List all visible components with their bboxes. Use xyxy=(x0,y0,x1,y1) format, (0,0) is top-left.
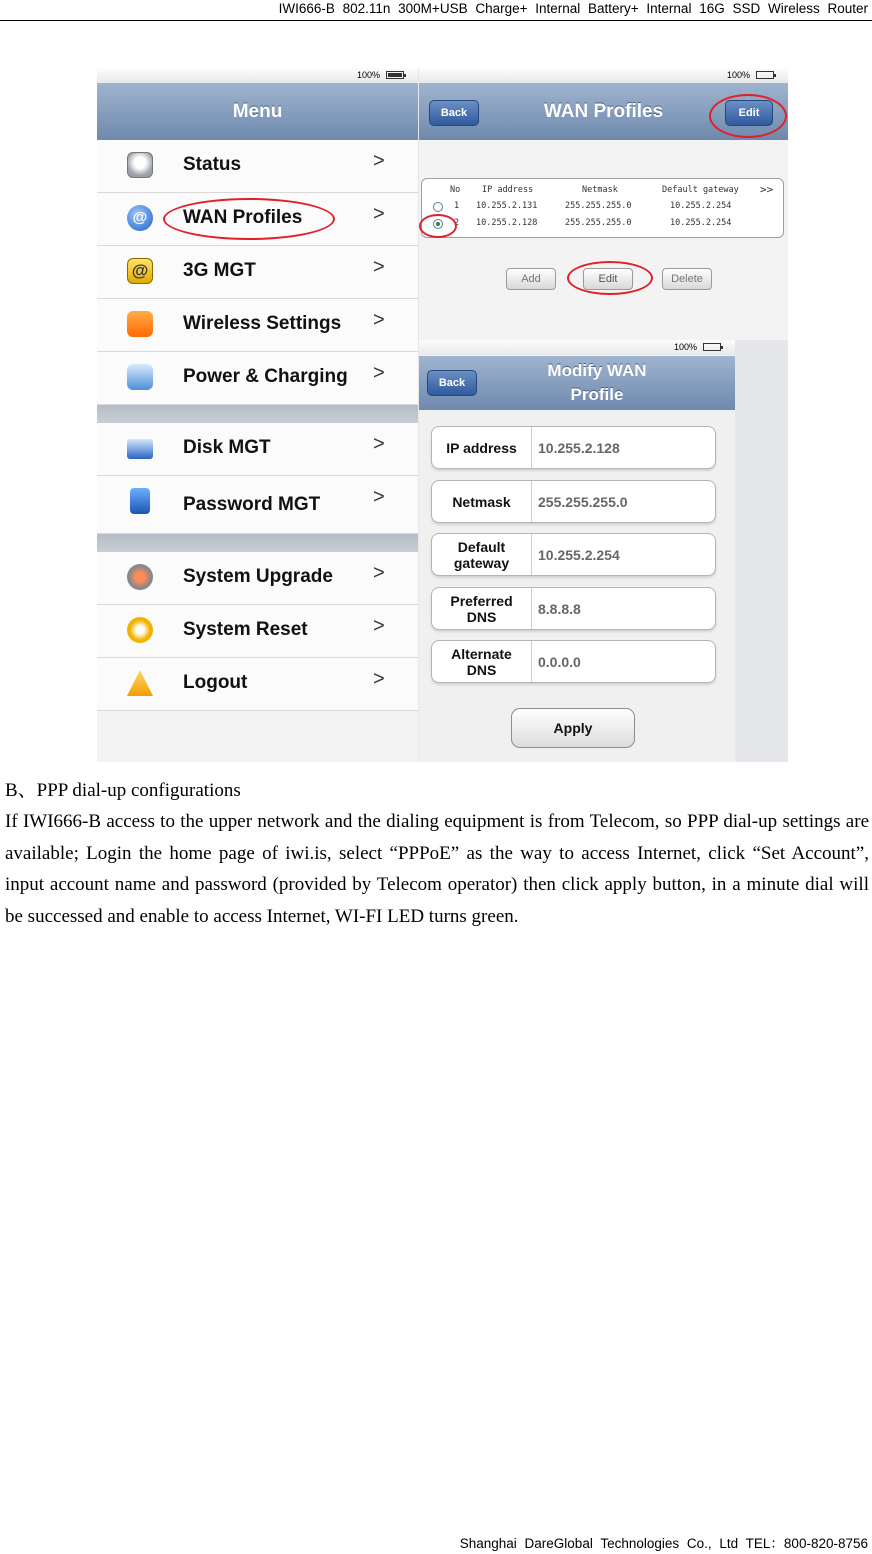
menu-item-password-mgt[interactable] xyxy=(97,476,418,534)
menu-title: Menu xyxy=(97,83,418,140)
chevron-right-icon: > xyxy=(373,203,385,225)
menu-item-label: WAN Profiles xyxy=(183,207,303,228)
section-body: If IWI666-B access to the upper network and the dialing equipment is from Telecom, so PPP dial-up settings are available; Login the home page of iwi.is, select “PPPoE” as the way to access Internet, click “Set Account”, input account name and password (provided by Telecom operator) then click apply button, in a minute dial will be successed and enable to access Internet, WI-FI LED turns green. xyxy=(5,811,869,928)
chevron-right-icon: > xyxy=(373,486,385,508)
field-value[interactable]: 10.255.2.128 xyxy=(538,439,620,456)
at-sign-icon: @ xyxy=(127,258,153,284)
globe-icon: @ xyxy=(127,205,153,231)
menu-item-logout[interactable] xyxy=(97,658,418,711)
menu-item-3g-mgt[interactable] xyxy=(97,246,418,299)
cell-gateway: 10.255.2.254 xyxy=(670,218,732,228)
battery-percent: 100% xyxy=(726,70,750,80)
menu-separator xyxy=(97,405,418,423)
ip-address-field[interactable] xyxy=(431,426,716,469)
menu-item-status[interactable] xyxy=(97,140,418,193)
back-button[interactable]: Back xyxy=(429,100,479,126)
scroll-right-icon[interactable]: >> xyxy=(760,183,774,196)
field-value[interactable]: 8.8.8.8 xyxy=(538,600,581,617)
edit-profile-button[interactable]: Edit xyxy=(583,268,633,290)
menu-item-label: System Reset xyxy=(183,619,308,640)
chevron-right-icon: > xyxy=(373,362,385,384)
menu-list xyxy=(97,140,418,711)
battery-percent: 100% xyxy=(673,342,697,352)
cell-ip: 10.255.2.128 xyxy=(476,218,538,228)
status-bar xyxy=(419,340,735,355)
cell-netmask: 255.255.255.0 xyxy=(565,218,632,228)
status-bar xyxy=(419,68,788,83)
cell-netmask: 255.255.255.0 xyxy=(565,201,632,211)
cell-no: 1 xyxy=(454,201,460,211)
chevron-right-icon: > xyxy=(373,433,385,455)
reset-icon xyxy=(127,617,153,643)
menu-item-label: Logout xyxy=(183,672,248,693)
table-row[interactable] xyxy=(422,218,783,232)
section-heading: B、PPP dial-up configurations xyxy=(5,780,241,801)
lightbulb-icon xyxy=(127,364,153,390)
battery-icon xyxy=(386,71,404,79)
back-button[interactable]: Back xyxy=(427,370,477,396)
column-header: IP address xyxy=(482,185,534,195)
page-footer: Shanghai DareGlobal Technologies Co., Ltd TEL：800-820-8756 xyxy=(459,1536,868,1551)
menu-item-system-reset[interactable] xyxy=(97,605,418,658)
menu-separator xyxy=(97,534,418,552)
table-header-row xyxy=(422,185,783,199)
netmask-field[interactable] xyxy=(431,480,716,523)
apply-button[interactable]: Apply xyxy=(511,708,635,748)
field-label: Alternate DNS xyxy=(432,641,532,682)
chevron-right-icon: > xyxy=(373,668,385,690)
alternate-dns-field[interactable] xyxy=(431,640,716,683)
modify-title-line2: Profile xyxy=(570,385,624,404)
chevron-right-icon: > xyxy=(373,615,385,637)
wan-title: WAN Profiles xyxy=(419,83,788,140)
wan-profile-table xyxy=(421,178,784,238)
wan-profiles-screen xyxy=(419,68,788,340)
battery-percent: 100% xyxy=(356,70,380,80)
default-gateway-field[interactable] xyxy=(431,533,716,576)
field-value[interactable]: 0.0.0.0 xyxy=(538,653,581,670)
field-label: IP address xyxy=(432,427,532,468)
delete-button[interactable]: Delete xyxy=(662,268,712,290)
status-icon xyxy=(127,152,153,178)
field-label: Default gateway xyxy=(432,534,532,575)
menu-item-wan-profiles[interactable] xyxy=(97,193,418,246)
field-label: Netmask xyxy=(432,481,532,522)
cell-gateway: 10.255.2.254 xyxy=(670,201,732,211)
screenshot-figure xyxy=(97,68,788,762)
menu-screen xyxy=(97,68,418,762)
cell-ip: 10.255.2.131 xyxy=(476,201,538,211)
menu-item-label: System Upgrade xyxy=(183,566,333,587)
menu-item-label: 3G MGT xyxy=(183,260,256,281)
chevron-right-icon: > xyxy=(373,309,385,331)
column-header: No xyxy=(450,185,461,195)
battery-icon xyxy=(703,343,721,351)
field-label: Preferred DNS xyxy=(432,588,532,629)
edit-button[interactable]: Edit xyxy=(725,100,773,126)
field-value[interactable]: 255.255.255.0 xyxy=(538,493,628,510)
radio-button[interactable] xyxy=(433,202,443,212)
cell-no: 2 xyxy=(454,218,460,228)
menu-item-power-charging[interactable] xyxy=(97,352,418,405)
chevron-right-icon: > xyxy=(373,562,385,584)
modify-title-line1: Modify WAN xyxy=(547,361,647,380)
menu-item-label: Disk MGT xyxy=(183,437,271,458)
menu-item-label: Power & Charging xyxy=(183,366,348,387)
modify-wan-profile-screen xyxy=(419,340,735,762)
menu-item-disk-mgt[interactable] xyxy=(97,423,418,476)
radio-button-selected[interactable] xyxy=(433,219,443,229)
field-value[interactable]: 10.255.2.254 xyxy=(538,546,620,563)
add-button[interactable]: Add xyxy=(506,268,556,290)
rss-icon xyxy=(127,311,153,337)
menu-item-label: Status xyxy=(183,154,242,175)
chevron-right-icon: > xyxy=(373,256,385,278)
status-bar xyxy=(97,68,418,83)
warning-icon xyxy=(127,670,153,696)
menu-item-label: Wireless Settings xyxy=(183,313,342,334)
chevron-right-icon: > xyxy=(373,150,385,172)
lock-icon xyxy=(130,488,150,514)
page-header: IWI666-B 802.11n 300M+USB Charge+ Internal Battery+ Internal 16G SSD Wireless Router xyxy=(0,0,872,21)
menu-item-wireless-settings[interactable] xyxy=(97,299,418,352)
disk-icon xyxy=(127,439,153,459)
battery-icon xyxy=(756,71,774,79)
menu-item-label: Password MGT xyxy=(183,494,321,515)
table-row[interactable] xyxy=(422,201,783,215)
menu-item-system-upgrade[interactable] xyxy=(97,552,418,605)
column-header: Default gateway xyxy=(662,185,739,195)
preferred-dns-field[interactable] xyxy=(431,587,716,630)
upgrade-icon xyxy=(127,564,153,590)
column-header: Netmask xyxy=(582,185,618,195)
